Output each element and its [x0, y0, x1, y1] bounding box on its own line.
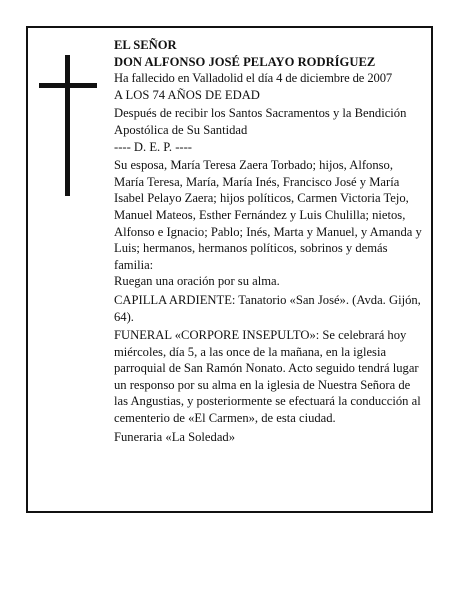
cross-vertical-bar [65, 55, 70, 196]
honorific: EL SEÑOR [114, 38, 177, 52]
chapel-paragraph: CAPILLA ARDIENTE: Tanatorio «San José». (Avda. Gijón, 64). [114, 292, 421, 324]
obituary-text [114, 37, 426, 445]
prayer-line: Ruegan una oración por su alma. [114, 274, 280, 289]
deceased-name: DON ALFONSO JOSÉ PELAYO RODRÍGUEZ [114, 54, 376, 69]
age-line: A LOS 74 AÑOS DE EDAD [114, 87, 260, 102]
death-line: Ha fallecido en Valladolid el día 4 de diciembre de 2007 [114, 71, 393, 86]
family-paragraph: Su esposa, María Teresa Zaera Torbado; hijos, Alfonso, María Teresa, María, María Inés, Francisco José y María Isabel Pelayo Zaera; hijos políticos, Carmen Victoria Tejo, Manuel Mateos, Esther Fernández y Luis Chulilla; nietos, Alfonso e Ignacio; Pablo; Inés, Marta y Manuel, y Amanda y Luis; hermanos, hermanos políticos, sobrinos y demás familia: [114, 158, 422, 272]
funeral-paragraph: FUNERAL «CORPORE INSEPULTO»: Se celebrará hoy miércoles, día 5, a las once de la mañana, en la iglesia parroquial de San Ramón Nonato. Acto seguido tendrá lugar un responso por su alma en la iglesia de Nuestra Señora de las Angustias, y posteriormente se efectuará la conducción al cementerio de «El Carmen», de esta ciudad. [114, 328, 421, 426]
sacraments-line: Después de recibir los Santos Sacramentos y la Bendición Apostólica de Su Santidad [114, 106, 407, 137]
funeral-home: Funeraria «La Soledad» [114, 429, 235, 444]
dep-line: ---- D. E. P. ---- [114, 139, 192, 154]
cross-horizontal-bar [39, 83, 97, 88]
